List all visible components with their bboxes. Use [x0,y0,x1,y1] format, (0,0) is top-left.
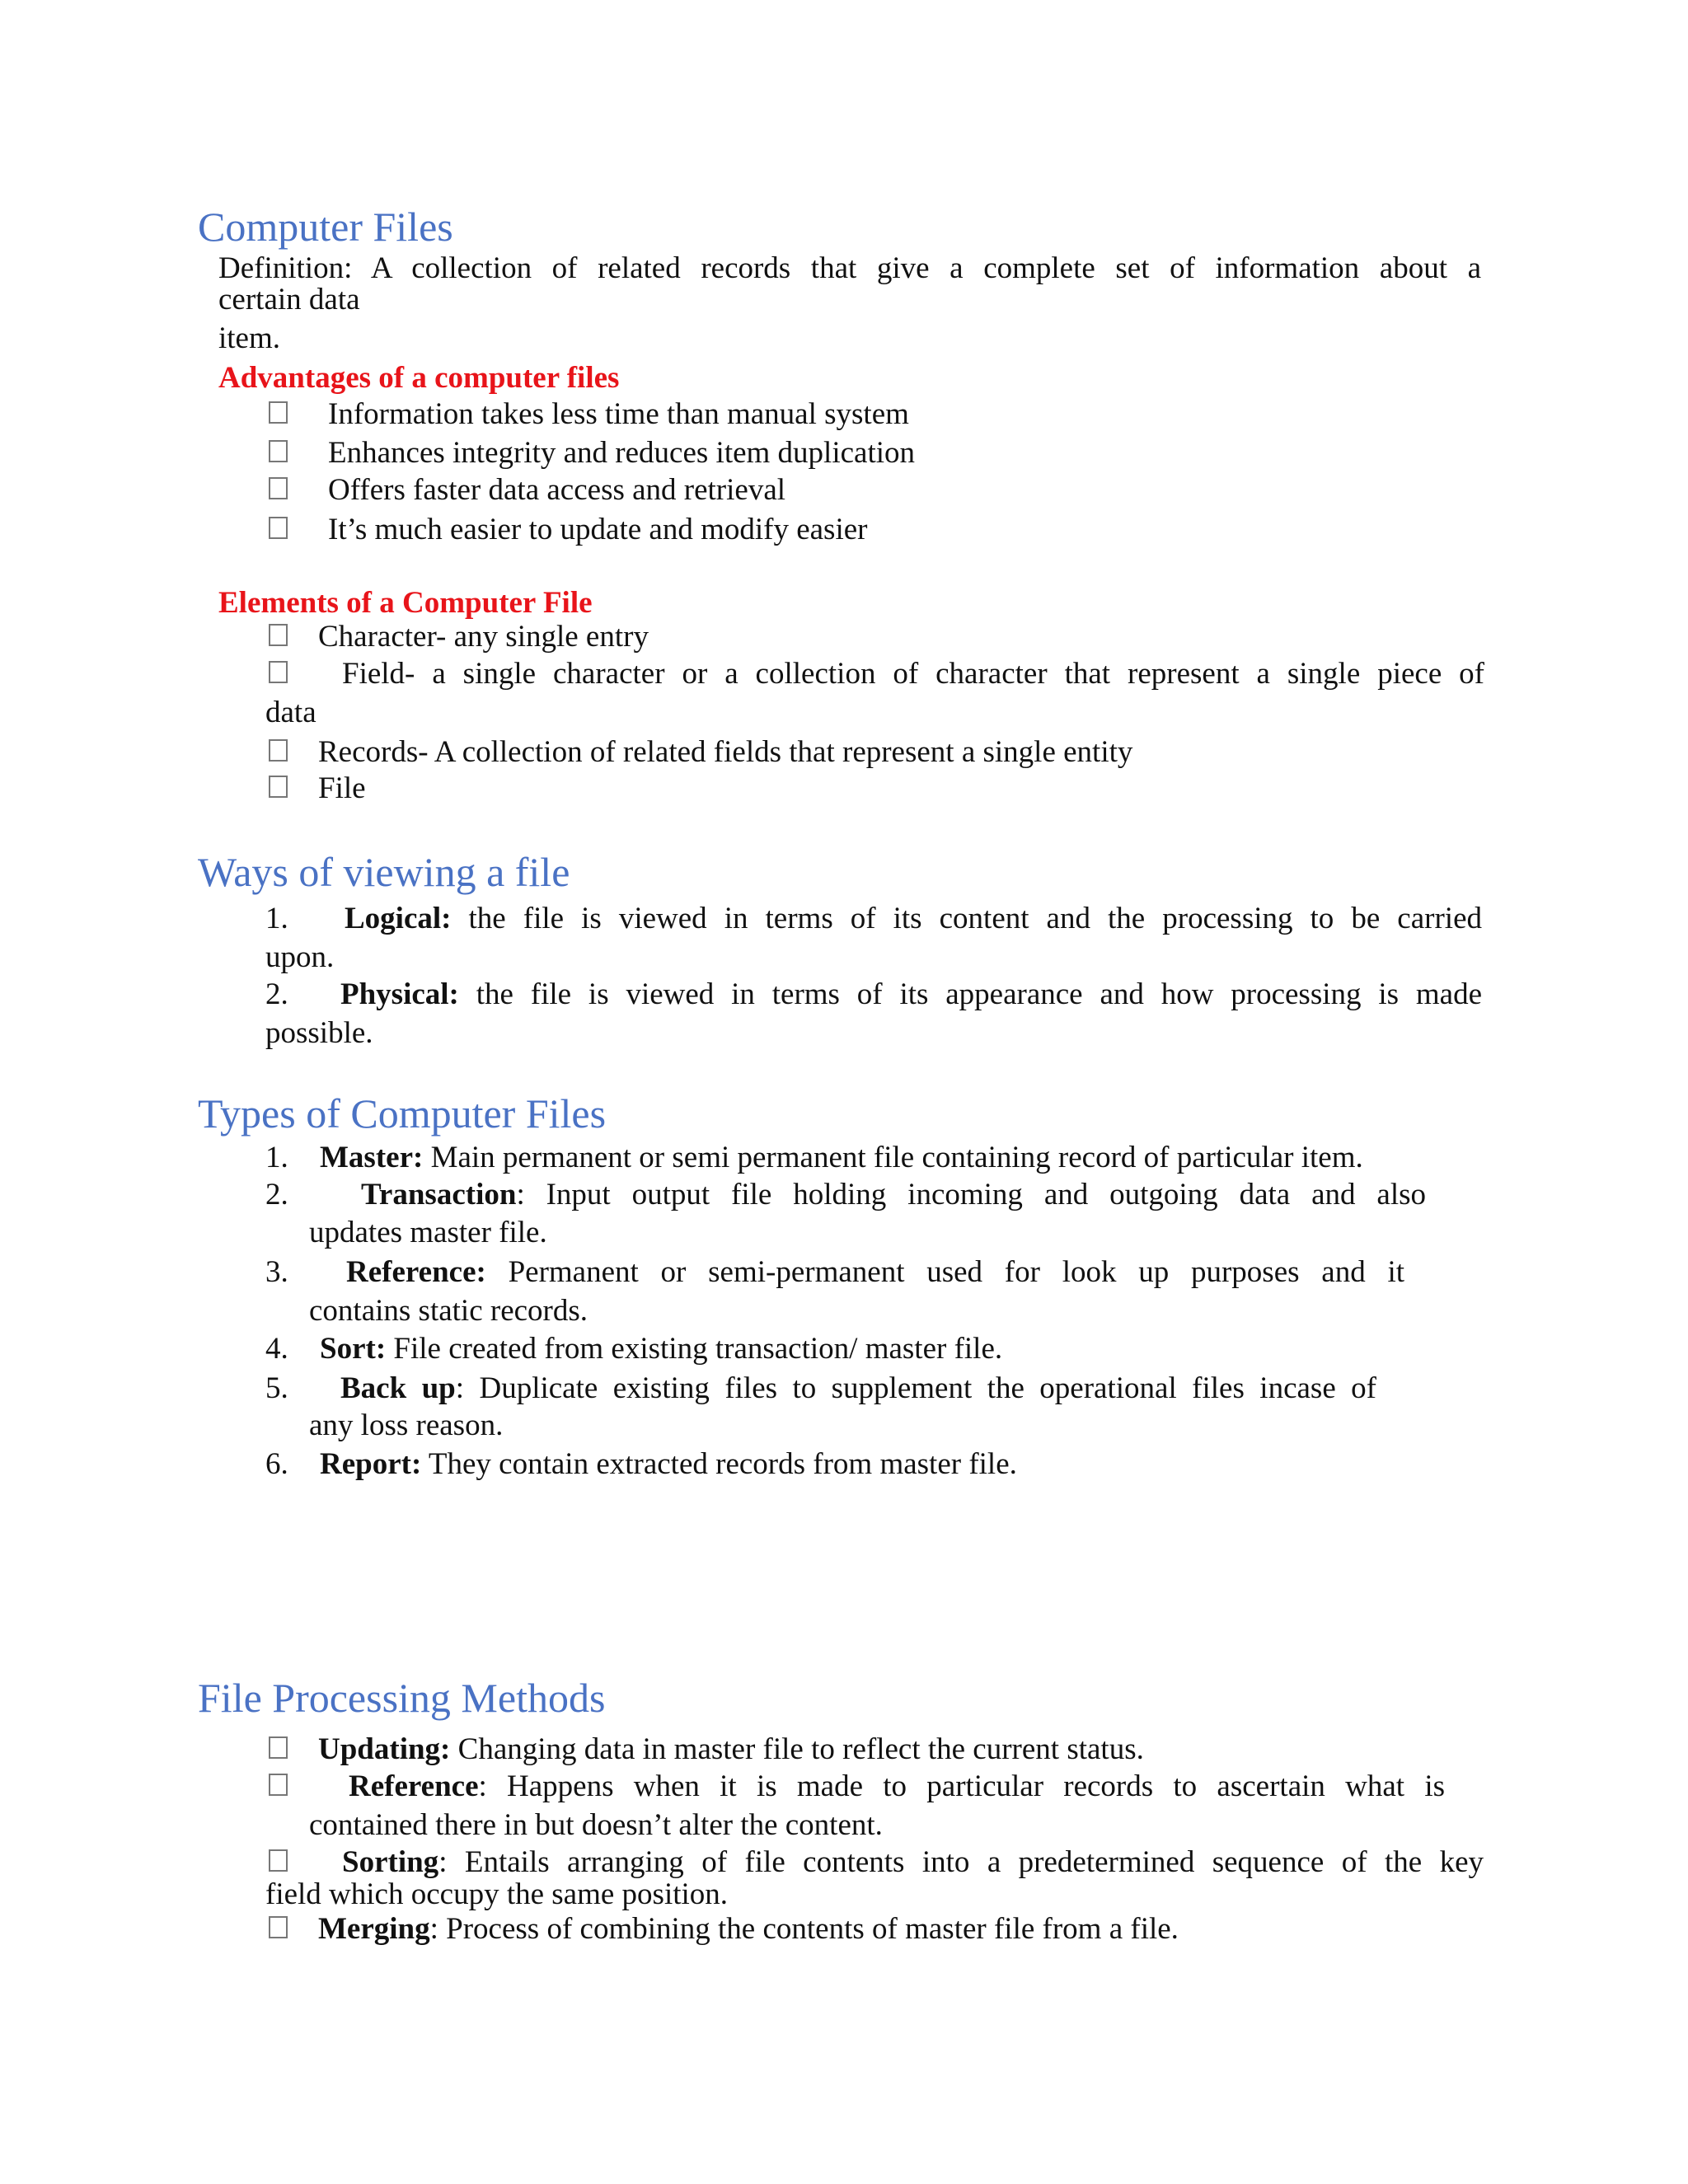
method-item-updating [318,1734,1144,1765]
advantages-heading: Advantages of a computer files [218,361,620,395]
bullet-box-icon [269,1736,288,1759]
bullet-box-icon [269,1849,288,1872]
advantage-item: Offers faster data access and retrieval [328,473,786,507]
list-item-physical [340,979,1482,1010]
list-item-continued: contains static records. [309,1294,588,1328]
definition-line-2: certain data [218,283,360,316]
bullet-box-icon [269,739,288,762]
element-item: File [318,771,366,805]
advantage-item: It’s much easier to update and modify easier [328,513,868,546]
term-label: Merging [318,1912,430,1946]
list-item-report [320,1449,1017,1479]
bullet-box-icon [269,477,288,499]
list-item-continued: any loss reason. [309,1408,504,1442]
bullet-box-icon [269,1774,288,1796]
term-label: Transaction [361,1178,517,1212]
element-item: Field- a single character or a collection of character that represent a single piece of [342,657,1484,691]
definition-line-3: item. [218,321,281,355]
bullet-box-icon [269,1916,288,1938]
list-item-continued: updates master file. [309,1216,547,1249]
bullet-box-icon [269,661,288,683]
list-number: 1. [265,1141,288,1174]
bullet-box-icon [269,776,288,798]
bullet-box-icon [269,624,288,646]
bullet-box-icon [269,440,288,462]
term-label: Master: [320,1141,424,1174]
term-label: Reference: [346,1255,486,1289]
bullet-box-icon [269,517,288,539]
list-number: 3. [265,1255,288,1289]
list-item-logical [345,903,1482,934]
list-item-sort [320,1333,1002,1364]
term-description: Changing data in master file to reflect the current status. [457,1732,1144,1766]
section-title-file-processing: File Processing Methods [198,1675,606,1721]
definition-line-1: Definition: A collection of related records that give a complete set of information about a [218,251,1481,285]
bullet-box-icon [269,401,288,424]
term-description: the file is viewed in terms of its appearance and how processing is made [476,977,1482,1011]
list-number: 1. [265,902,288,935]
term-description: : Happens when it is made to particular records to ascertain what is [478,1769,1445,1803]
section-title-ways-of-viewing: Ways of viewing a file [198,849,570,895]
elements-heading: Elements of a Computer File [218,586,593,620]
section-title-types-of-files: Types of Computer Files [198,1090,607,1137]
list-number: 4. [265,1332,288,1366]
method-item-continued: field which occupy the same position. [265,1877,729,1911]
list-item-continued: upon. [265,940,335,974]
advantage-item: Enhances integrity and reduces item duplication [328,436,916,470]
advantage-item: Information takes less time than manual system [328,397,909,431]
list-item-transaction [361,1179,1426,1210]
list-item-master [320,1142,1363,1173]
element-item: Character- any single entry [318,620,649,654]
term-description: the file is viewed in terms of its content and the processing to be carried [468,902,1482,935]
element-item-continued: data [265,696,316,729]
list-number: 5. [265,1371,288,1405]
term-label: Report: [320,1447,422,1481]
term-description: They contain extracted records from master file. [428,1447,1017,1481]
term-description: : Duplicate existing files to supplement the operational files incase of [455,1371,1376,1405]
term-label: Sort: [320,1332,387,1366]
method-item-continued: contained there in but doesn’t alter the content. [309,1808,883,1842]
term-label: Reference [349,1769,479,1803]
term-description: File created from existing transaction/ master file. [393,1332,1003,1366]
list-item-backup [340,1373,1376,1404]
term-description: : Process of combining the contents of master file from a file. [429,1912,1179,1946]
list-item-continued: possible. [265,1016,373,1050]
term-label: Updating: [318,1732,451,1766]
list-number: 2. [265,977,288,1011]
element-item: Records- A collection of related fields that represent a single entity [318,735,1133,769]
list-number: 2. [265,1178,288,1212]
term-label: Back up [340,1371,456,1405]
list-item-reference [346,1257,1404,1287]
method-item-sorting [342,1847,1484,1877]
term-description: Main permanent or semi permanent file containing record of particular item. [430,1141,1363,1174]
section-title-computer-files: Computer Files [198,204,453,250]
term-description: : Input output file holding incoming and outgoing data and also [516,1178,1426,1212]
method-item-merging [318,1914,1179,1944]
term-label: Physical: [340,977,459,1011]
term-label: Logical: [345,902,452,935]
method-item-reference [349,1771,1445,1802]
term-description: Permanent or semi-permanent used for look up purposes and it [508,1255,1405,1289]
term-description: : Entails arranging of file contents into a predetermined sequence of the key [438,1845,1484,1879]
list-number: 6. [265,1447,288,1481]
term-label: Sorting [342,1845,439,1879]
